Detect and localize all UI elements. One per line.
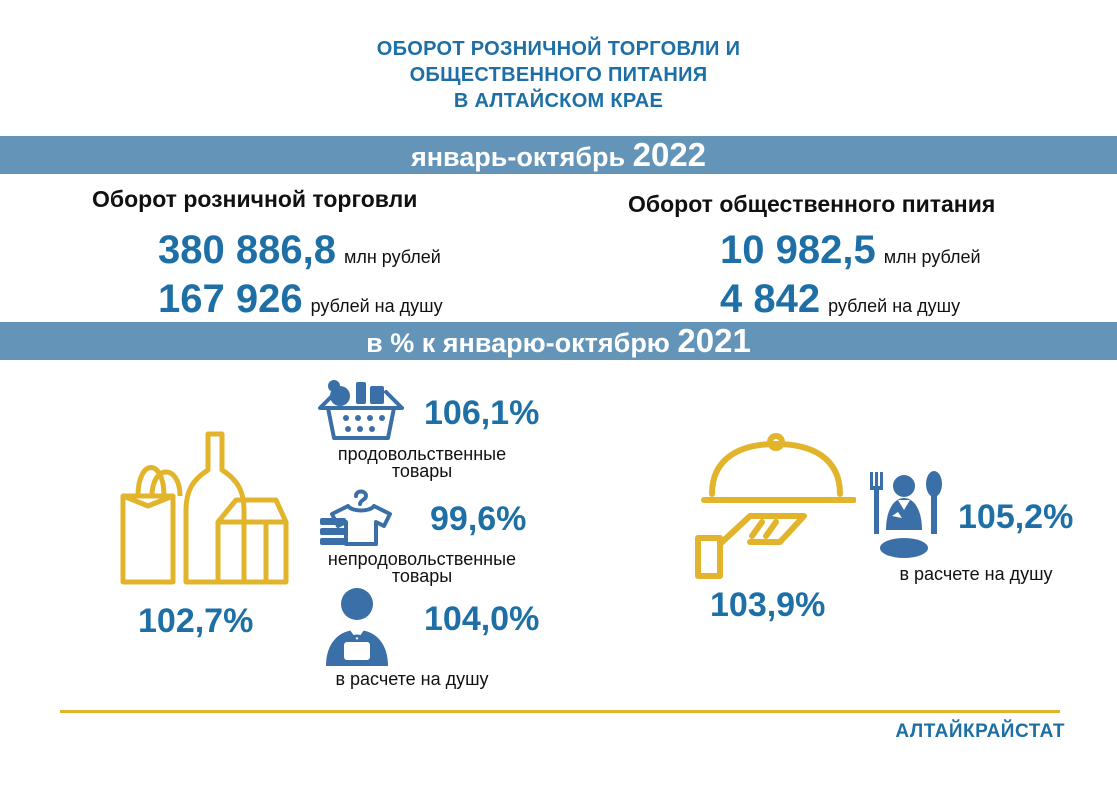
retail-total-pct: 102,7% (138, 602, 254, 640)
comparison-text: в % к январю-октябрю (366, 328, 670, 358)
period-text: январь-октябрь (410, 142, 626, 172)
food-label-line1: продовольственные (337, 444, 507, 464)
period-band (0, 136, 1117, 174)
page-title (0, 36, 1117, 114)
retail-per-capita-pct: 104,0% (424, 600, 540, 638)
serving-cloche-icon (690, 432, 856, 582)
title-line-3: В АЛТАЙСКОМ КРАЕ (453, 90, 664, 112)
food-pct: 106,1% (424, 394, 540, 432)
catering-per-capita-value: 4 842 (720, 277, 821, 321)
nonfood-label (300, 551, 544, 585)
catering-heading: Оборот общественного питания (628, 191, 996, 217)
food-basket-icon (318, 378, 404, 444)
catering-per-capita-pct: 105,2% (958, 498, 1074, 536)
title-line-2: ОБЩЕСТВЕННОГО ПИТАНИЯ (409, 64, 708, 86)
clothes-icon (318, 482, 408, 548)
catering-per-capita-label: в расчете на душу (899, 564, 1053, 584)
retail-per-capita-value: 167 926 (158, 277, 303, 321)
catering-total-pct: 103,9% (710, 586, 826, 624)
comparison-year: 2021 (677, 322, 751, 359)
person-shopper-icon (322, 586, 392, 668)
retail-total-unit: млн рублей (343, 247, 441, 267)
retail-per-capita-label: в расчете на душу (335, 669, 489, 689)
footer-divider (60, 710, 1060, 713)
footer-brand: АЛТАЙКРАЙСТАТ (895, 721, 1065, 742)
retail-per-capita-unit: рублей на душу (310, 296, 443, 316)
title-line-1: ОБОРОТ РОЗНИЧНОЙ ТОРГОВЛИ И (376, 38, 741, 60)
nonfood-label-line2: товары (391, 566, 453, 586)
catering-total (720, 228, 981, 273)
comparison-band (0, 322, 1117, 360)
catering-total-unit: млн рублей (883, 247, 981, 267)
retail-total (158, 228, 441, 273)
food-label (312, 446, 532, 480)
retail-goods-icon (118, 430, 290, 586)
retail-heading: Оборот розничной торговли (92, 186, 418, 212)
catering-per-capita-unit: рублей на душу (828, 296, 961, 316)
period-year: 2022 (632, 136, 707, 173)
retail-total-value: 380 886,8 (158, 228, 336, 272)
food-label-line2: товары (391, 461, 453, 481)
retail-per-capita (158, 277, 443, 322)
catering-per-capita (720, 277, 960, 322)
nonfood-label-line1: непродовольственные (327, 549, 517, 569)
nonfood-pct: 99,6% (430, 500, 527, 538)
catering-total-value: 10 982,5 (720, 228, 876, 272)
diner-fork-spoon-icon (864, 470, 944, 560)
